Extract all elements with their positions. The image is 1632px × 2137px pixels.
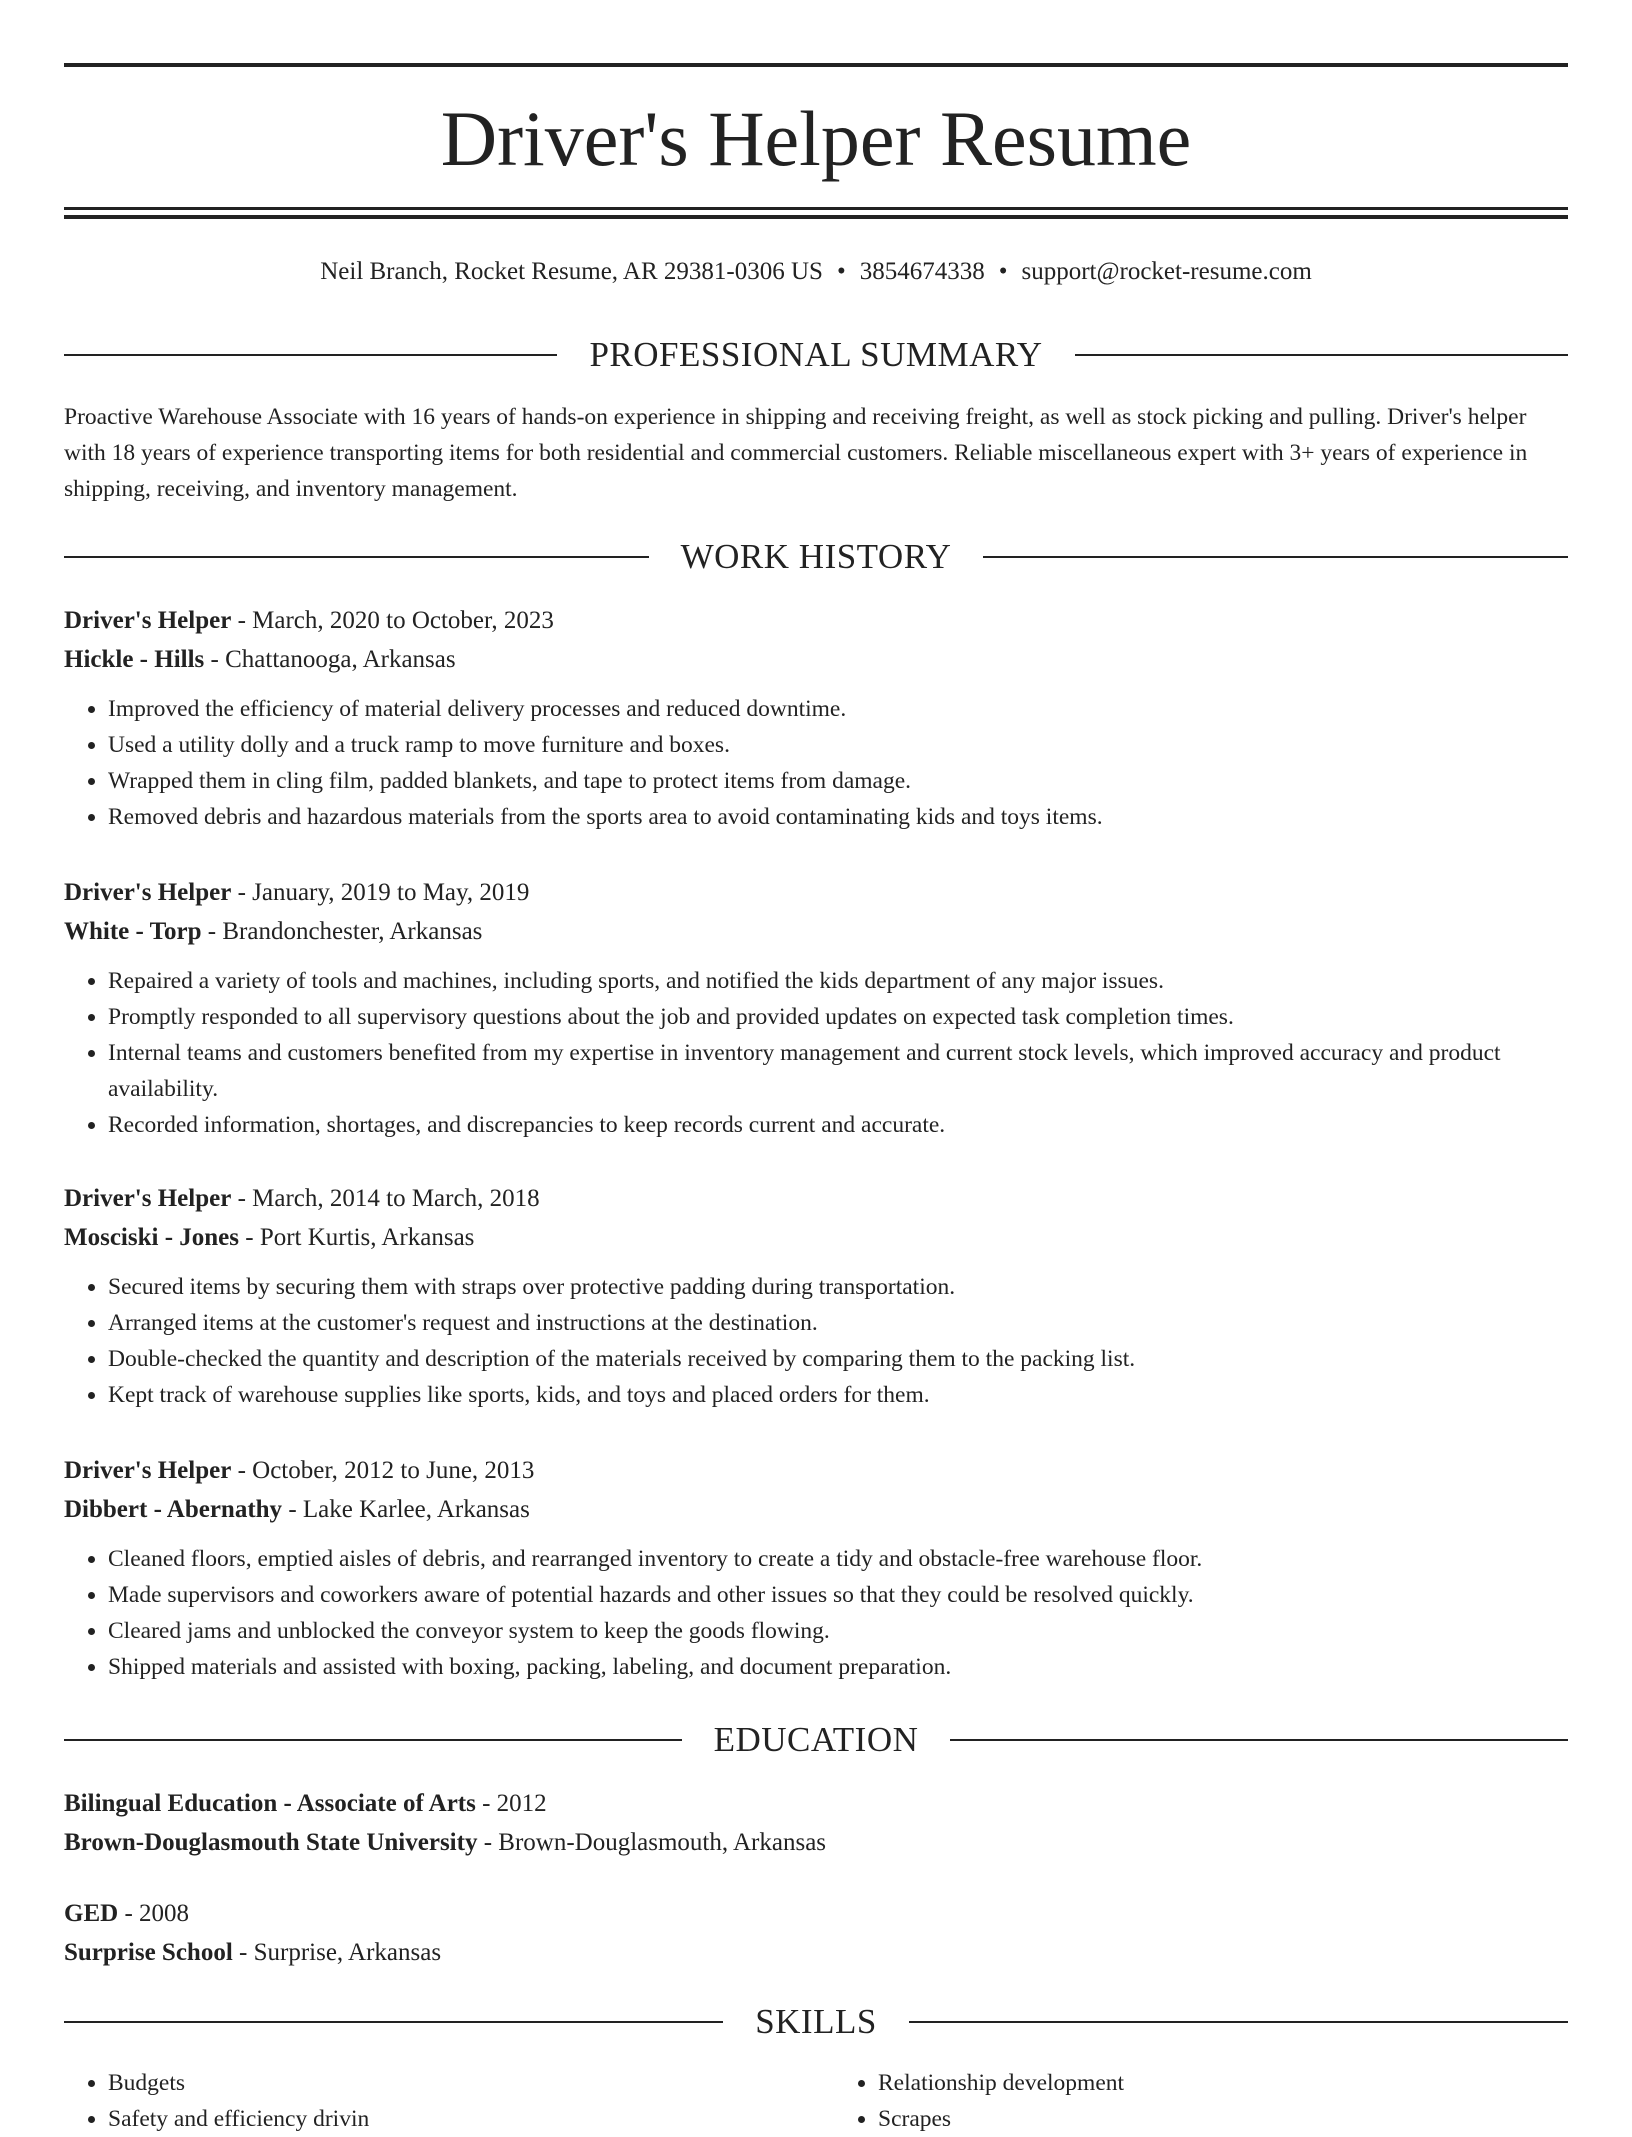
section-rule <box>950 1739 1568 1741</box>
education-year: - 2008 <box>118 1900 190 1927</box>
job-dates: - March, 2020 to October, 2023 <box>231 607 554 634</box>
list-item: • Promptly responded to all supervisory questions about the job and provided updates on expected task completion times. <box>108 999 1568 1035</box>
job-location: - Lake Karlee, Arkansas <box>282 1496 530 1523</box>
skills-column-right <box>798 2065 1568 2137</box>
job-dates: - March, 2014 to March, 2018 <box>231 1185 540 1212</box>
contact-email: support@rocket-resume.com <box>1021 258 1312 285</box>
contact-phone: 3854674338 <box>859 258 985 285</box>
education-location: - Surprise, Arkansas <box>232 1939 442 1966</box>
contact-address: Neil Branch, Rocket Resume, AR 29381-0306 US <box>320 258 823 285</box>
job-location: - Port Kurtis, Arkansas <box>239 1224 475 1251</box>
job-entry <box>64 873 1568 1143</box>
section-rule <box>64 354 557 356</box>
list-item: • Repaired a variety of tools and machines, including sports, and notified the kids department of any major issues. <box>108 963 1568 999</box>
list-item: • Wrapped them in cling film, padded blankets, and tape to protect items from damage. <box>108 763 1568 799</box>
skills-list <box>64 2065 1568 2137</box>
job-bullets <box>64 691 1568 835</box>
section-rule <box>909 2021 1568 2023</box>
education-school: Surprise School <box>64 1939 233 1966</box>
list-item: • Kept track of warehouse supplies like sports, kids, and toys and placed orders for them. <box>108 1377 1568 1413</box>
section-title: SKILLS <box>755 2002 877 2041</box>
skill-item: • Budgets <box>108 2065 798 2101</box>
education-degree: GED <box>64 1900 119 1927</box>
section-header-skills <box>64 2000 1568 2044</box>
section-title: WORK HISTORY <box>680 537 952 576</box>
section-title: PROFESSIONAL SUMMARY <box>589 335 1043 374</box>
job-title: Driver's Helper <box>64 1457 232 1484</box>
education-entry <box>64 1894 1568 1972</box>
job-bullets <box>64 963 1568 1143</box>
job-title: Driver's Helper <box>64 879 232 906</box>
list-item: • Improved the efficiency of material delivery processes and reduced downtime. <box>108 691 1568 727</box>
section-rule <box>1075 354 1568 356</box>
job-company: Hickle - Hills <box>64 646 205 673</box>
section-header-education <box>64 1718 1568 1762</box>
section-rule <box>64 556 649 558</box>
list-item: • Internal teams and customers benefited from my expertise in inventory management and current stock levels, which improved accuracy and product availability. <box>108 1035 1568 1107</box>
section-header-summary <box>64 333 1568 377</box>
education-degree: Bilingual Education - Associate of Arts <box>64 1790 476 1817</box>
top-rule <box>64 63 1568 67</box>
list-item: • Removed debris and hazardous materials from the sports area to avoid contaminating kids and toys items. <box>108 799 1568 835</box>
job-bullets <box>64 1269 1568 1413</box>
skill-item: • Relationship development <box>878 2065 1568 2101</box>
list-item: • Secured items by securing them with straps over protective padding during transportation. <box>108 1269 1568 1305</box>
list-item: • Recorded information, shortages, and discrepancies to keep records current and accurate. <box>108 1107 1568 1143</box>
section-header-work <box>64 535 1568 579</box>
list-item: • Double-checked the quantity and description of the materials received by comparing them to the packing list. <box>108 1341 1568 1377</box>
job-location: - Brandonchester, Arkansas <box>201 918 483 945</box>
contact-separator: • <box>836 258 846 285</box>
job-entry <box>64 1179 1568 1413</box>
job-entry <box>64 1451 1568 1685</box>
skills-column-left <box>64 2065 798 2137</box>
section-rule <box>983 556 1568 558</box>
job-company: White - Torp <box>64 918 202 945</box>
list-item: • Cleaned floors, emptied aisles of debris, and rearranged inventory to create a tidy and obstacle-free warehouse floor. <box>108 1541 1568 1577</box>
job-company: Mosciski - Jones <box>64 1224 239 1251</box>
job-bullets <box>64 1541 1568 1685</box>
section-rule <box>64 1739 682 1741</box>
education-year: - 2012 <box>475 1790 547 1817</box>
list-item: • Shipped materials and assisted with boxing, packing, labeling, and document preparation. <box>108 1649 1568 1685</box>
job-title: Driver's Helper <box>64 1185 232 1212</box>
education-location: - Brown-Douglasmouth, Arkansas <box>477 1829 827 1856</box>
contact-separator: • <box>998 258 1008 285</box>
education-entry <box>64 1784 1568 1862</box>
list-item: • Arranged items at the customer's request and instructions at the destination. <box>108 1305 1568 1341</box>
education-school: Brown-Douglasmouth State University <box>64 1829 478 1856</box>
job-entry <box>64 601 1568 835</box>
list-item: • Made supervisors and coworkers aware of potential hazards and other issues so that they could be resolved quickly. <box>108 1577 1568 1613</box>
section-title: EDUCATION <box>713 1720 919 1759</box>
skill-item: • Scrapes <box>878 2101 1568 2137</box>
job-location: - Chattanooga, Arkansas <box>204 646 456 673</box>
list-item: • Cleared jams and unblocked the conveyor system to keep the goods flowing. <box>108 1613 1568 1649</box>
resume-title: Driver's Helper Resume <box>440 95 1192 182</box>
list-item: • Used a utility dolly and a truck ramp to move furniture and boxes. <box>108 727 1568 763</box>
title-rule-upper <box>64 207 1568 210</box>
job-title: Driver's Helper <box>64 607 232 634</box>
title-rule-lower <box>64 215 1568 219</box>
job-company: Dibbert - Abernathy <box>64 1496 283 1523</box>
job-dates: - October, 2012 to June, 2013 <box>231 1457 535 1484</box>
job-dates: - January, 2019 to May, 2019 <box>231 879 530 906</box>
contact-line <box>64 255 1568 289</box>
summary-text: Proactive Warehouse Associate with 16 years of hands-on experience in shipping and receiving freight, as well as stock picking and pulling. Driver's helper with 18 years of experience transporting items for both residential and commercial customers. Reliable miscellaneous expert with 3+ years of experience in shipping, receiving, and inventory management. <box>64 404 1528 502</box>
skill-item: • Safety and efficiency drivin <box>108 2101 798 2137</box>
section-rule <box>64 2021 723 2023</box>
